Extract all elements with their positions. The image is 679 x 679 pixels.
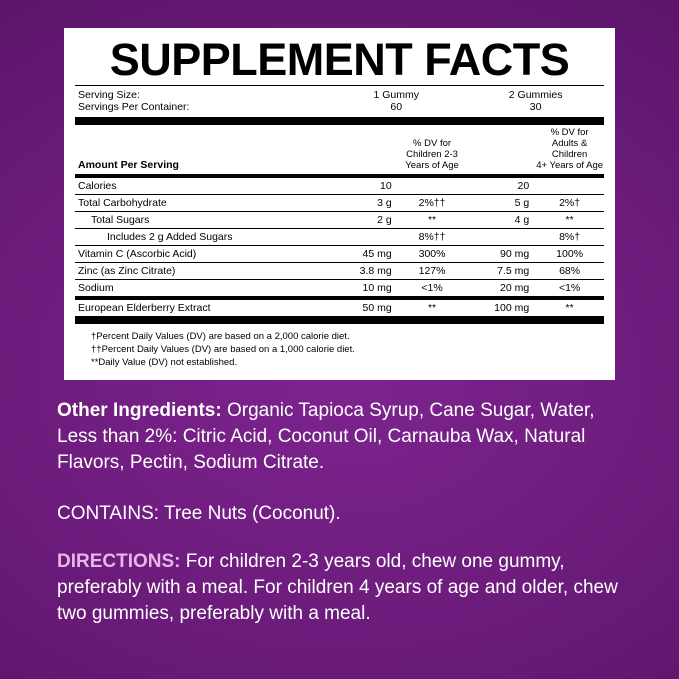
other-ingredients-label: Other Ingredients: <box>57 400 222 421</box>
nutrient-name: Includes 2 g Added Sugars <box>107 231 233 243</box>
amount-2-gummies: 20 mg <box>500 282 530 294</box>
directions-label: DIRECTIONS: <box>57 551 181 572</box>
amount-2-gummies: 5 g <box>514 197 530 209</box>
table-row <box>75 195 604 212</box>
table-row <box>75 178 604 195</box>
dv-adults: ** <box>565 214 574 226</box>
contains-statement: CONTAINS: Tree Nuts (Coconut). <box>57 503 341 524</box>
header-dv-children-line1: % DV for <box>413 138 452 149</box>
nutrient-name: Sodium <box>78 282 114 294</box>
amount-1-gummy: 3 g <box>377 197 392 209</box>
dv-adults: 100% <box>556 248 584 260</box>
serving-size-row <box>75 89 604 101</box>
servings-per-container-label: Servings Per Container: <box>78 101 190 113</box>
amount-2-gummies: 4 g <box>514 214 530 226</box>
dv-adults: <1% <box>558 282 581 294</box>
header-dv-children-line3: Years of Age <box>405 160 459 171</box>
servings-per-container-value-2: 30 <box>529 101 542 113</box>
servings-per-container-value-1: 60 <box>390 101 403 113</box>
dv-children: 2%†† <box>418 197 446 209</box>
amount-2-gummies <box>466 229 535 246</box>
table-row <box>75 212 604 229</box>
dv-adults: ** <box>565 302 574 314</box>
dv-children: 300% <box>418 248 446 260</box>
header-dv-adults-line1: % DV for <box>550 127 589 138</box>
header-dv-children-line2: Children 2-3 <box>406 149 458 160</box>
amount-2-gummies: 100 mg <box>494 302 530 314</box>
table-row <box>75 263 604 280</box>
nutrient-name: Zinc (as Zinc Citrate) <box>78 265 176 277</box>
nutrient-name: Vitamin C (Ascorbic Acid) <box>78 248 197 260</box>
amount-2-gummies: 90 mg <box>500 248 530 260</box>
footnote: ††Percent Daily Values (DV) are based on a 1,000 calorie diet. <box>91 344 355 355</box>
supplement-facts-panel <box>64 28 615 380</box>
nutrient-name: European Elderberry Extract <box>78 302 211 314</box>
dv-children: ** <box>427 302 437 314</box>
table-row <box>75 246 604 263</box>
dv-children: ** <box>427 214 437 226</box>
dv-children <box>398 178 467 195</box>
footnotes <box>75 324 604 369</box>
header-dv-adults-line2: Adults & Children <box>551 138 588 160</box>
directions <box>57 549 631 627</box>
dv-adults <box>535 178 604 195</box>
table-row <box>75 229 604 246</box>
other-ingredients-text: Organic Tapioca Syrup, Cane Sugar, Water, Less than 2%: Citric Acid, Coconut Oil, Carnauba Wax, Natural Flavors, Pectin, Sodium Citrate. <box>57 400 595 473</box>
dv-adults: 68% <box>559 265 581 277</box>
nutrient-name: Total Sugars <box>91 214 150 226</box>
footnote: **Daily Value (DV) not established. <box>91 357 238 368</box>
amount-1-gummy: 10 mg <box>362 282 392 294</box>
nutrient-name: Calories <box>78 180 117 192</box>
amount-2-gummies: 20 <box>517 180 530 192</box>
table-header-row <box>75 125 604 174</box>
dv-adults: 2%† <box>559 197 581 209</box>
header-spacer-2 <box>466 125 535 174</box>
serving-size-label: Serving Size: <box>78 89 140 101</box>
serving-info <box>75 86 604 117</box>
botanical-rows-table <box>75 300 604 316</box>
amount-1-gummy: 3.8 mg <box>359 265 392 277</box>
dv-adults: 8%† <box>559 231 581 243</box>
serving-size-value-1: 1 Gummy <box>373 89 419 101</box>
header-amount-per-serving: Amount Per Serving <box>78 159 179 171</box>
amount-1-gummy: 2 g <box>377 214 392 226</box>
nutrition-rows-table <box>75 178 604 296</box>
other-ingredients <box>57 398 631 476</box>
divider-under-serving <box>75 117 604 125</box>
dv-children: 8%†† <box>418 231 446 243</box>
header-dv-adults-line3: 4+ Years of Age <box>536 160 604 171</box>
table-row <box>75 280 604 296</box>
dv-children: <1% <box>421 282 443 294</box>
servings-per-container-row <box>75 101 604 113</box>
table-row <box>75 300 604 316</box>
header-dv-children <box>398 125 467 174</box>
amount-2-gummies: 7.5 mg <box>497 265 530 277</box>
page-title: SUPPLEMENT FACTS <box>109 34 570 85</box>
amount-1-gummy: 50 mg <box>362 302 392 314</box>
directions-text: For children 2-3 years old, chew one gummy, preferably with a meal. For children 4 years of age and older, chew two gummies, preferably with a meal. <box>57 551 618 624</box>
nutrient-name: Total Carbohydrate <box>78 197 167 209</box>
dv-children: 127% <box>418 265 446 277</box>
nutrition-header-table <box>75 125 604 174</box>
serving-size-value-2: 2 Gummies <box>508 89 563 101</box>
amount-1-gummy <box>324 229 398 246</box>
amount-1-gummy: 10 <box>379 180 392 192</box>
amount-1-gummy: 45 mg <box>362 248 392 260</box>
footnote: †Percent Daily Values (DV) are based on a 2,000 calorie diet. <box>91 331 350 342</box>
header-spacer-1 <box>324 125 398 174</box>
header-dv-adults <box>535 125 604 174</box>
divider-under-botanicals <box>75 316 604 324</box>
